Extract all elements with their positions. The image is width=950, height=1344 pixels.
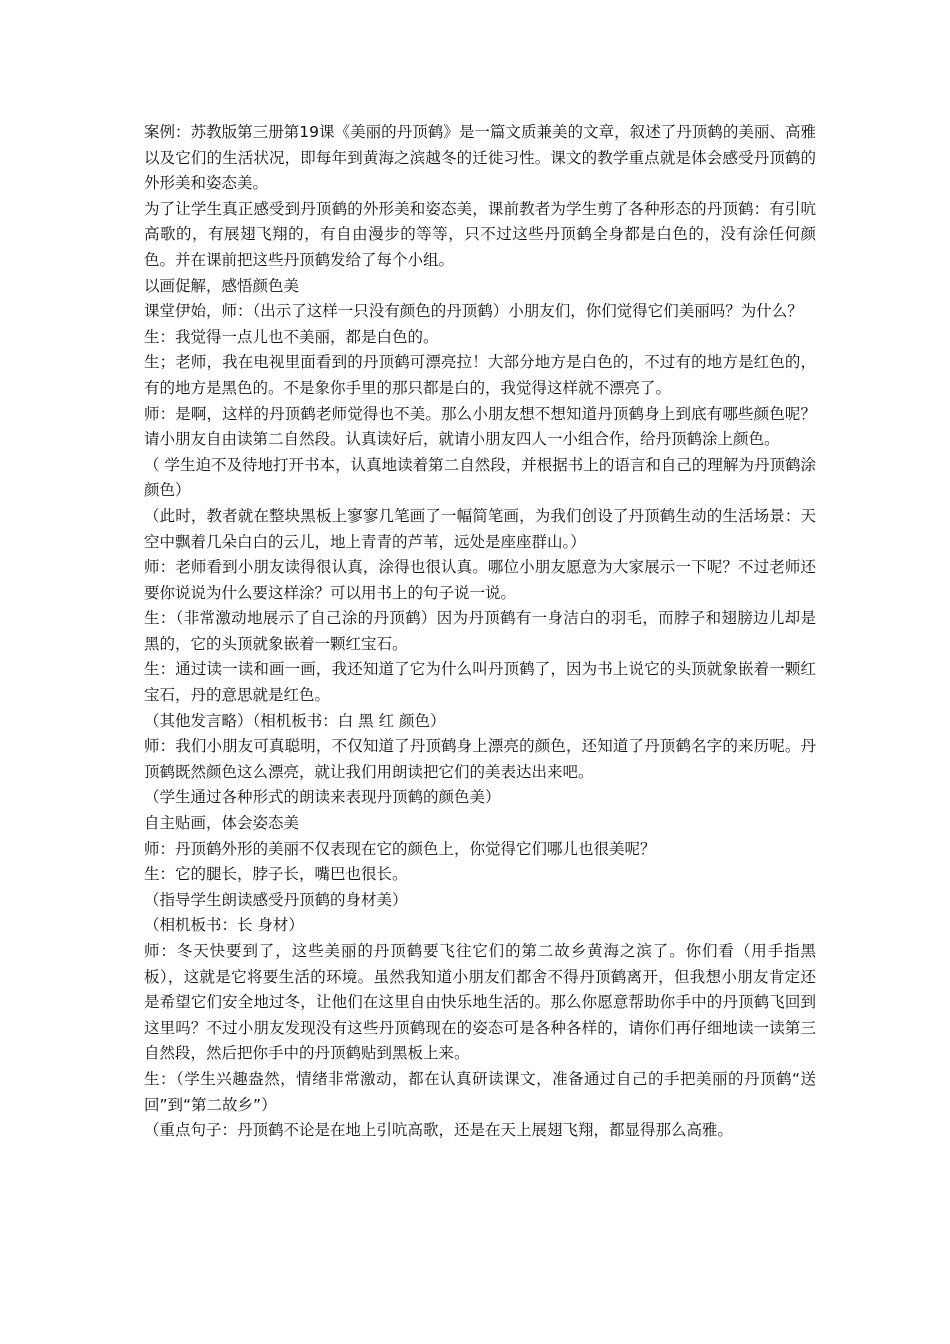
paragraph: 生：我觉得一点儿也不美丽，都是白色的。: [144, 327, 439, 346]
paragraph: （此时，教者就在整块黑板上寥寥几笔画了一幅简笔画，为我们创设了丹顶鹤生动的生活场景：天空中飘着几朵白白的云儿，地上青青的芦苇，远处是座座群山。）: [144, 506, 816, 551]
paragraph: （相机板书：长 身材）: [144, 916, 304, 935]
paragraph: （其他发言略）（相机板书：白 黑 红 颜色）: [144, 711, 446, 730]
paragraph: （ 学生迫不及待地打开书本，认真地读着第二自然段，并根据书上的语言和自己的理解为丹顶鹤涂颜色）: [144, 455, 816, 500]
paragraph: 师：我们小朋友可真聪明，不仅知道了丹顶鹤身上漂亮的颜色，还知道了丹顶鹤名字的来历呢。丹顶鹤既然颜色这么漂亮，就让我们用朗读把它们的美表达出来吧。: [144, 737, 816, 781]
paragraph: 生：（非常激动地展示了自己涂的丹顶鹤）因为丹顶鹤有一身洁白的羽毛，而脖子和翅膀边儿却是黑的，它的头顶就象嵌着一颗红宝石。: [144, 609, 816, 653]
section-heading: 自主贴画，体会姿态美: [144, 814, 300, 833]
document-page: [144, 120, 816, 1144]
section-heading: 以画促解，感悟颜色美: [144, 276, 300, 295]
paragraph: 生：通过读一读和画一画，我还知道了它为什么叫丹顶鹤了，因为书上说它的头顶就象嵌着一颗红宝石，丹的意思就是红色。: [144, 660, 816, 705]
paragraph: 为了让学生真正感受到丹顶鹤的外形美和姿态美，课前教者为学生剪了各种形态的丹顶鹤：有引吭高歌的，有展翅飞翔的，有自由漫步的等等，只不过这些丹顶鹤全身都是白色的，没有涂任何颜色。并在课前把这些丹顶鹤发给了每个小组。: [144, 199, 816, 269]
paragraph: 师：冬天快要到了，这些美丽的丹顶鹤要飞往它们的第二故乡黄海之滨了。你们看（用手指黑板），这就是它将要生活的环境。虽然我知道小朋友们都舍不得丹顶鹤离开，但我想小朋友肯定还是希望它们安全地过冬，让他们在这里自由快乐地生活的。那么你愿意帮助你手中的丹顶鹤飞回到这里吗？不过小朋友发现没有这些丹顶鹤现在的姿态可是各种各样的，请你们再仔细地读一读第三自然段，然后把你手中的丹顶鹤贴到黑板上来。: [144, 942, 816, 1063]
paragraph: 案例：苏教版第三册第19课《美丽的丹顶鹤》是一篇文质兼美的文章，叙述了丹顶鹤的美丽、高雅以及它们的生活状况，即每年到黄海之滨越冬的迁徙习性。课文的教学重点就是体会感受丹顶鹤的外形美和姿态美。: [144, 123, 816, 193]
paragraph: 生：它的腿长，脖子长，嘴巴也很长。: [144, 865, 408, 884]
paragraph: （学生通过各种形式的朗读来表现丹顶鹤的颜色美）: [144, 788, 501, 807]
paragraph: 生：（学生兴趣盎然，情绪非常激动，都在认真研读课文，准备通过自己的手把美丽的丹顶鹤“送回”到“第二故乡”）: [144, 1069, 816, 1114]
paragraph: （指导学生朗读感受丹顶鹤的身材美）: [144, 890, 408, 909]
paragraph: 课堂伊始，师：（出示了这样一只没有颜色的丹顶鹤）小朋友们，你们觉得它们美丽吗？为什么？: [144, 302, 803, 321]
paragraph: 师：丹顶鹤外形的美丽不仅表现在它的颜色上，你觉得它们哪儿也很美呢？: [144, 839, 656, 858]
paragraph: （重点句子：丹顶鹤不论是在地上引吭高歌，还是在天上展翅飞翔，都显得那么高雅。: [144, 1121, 734, 1140]
paragraph: 师：老师看到小朋友读得很认真，涂得也很认真。哪位小朋友愿意为大家展示一下呢？不过老师还要你说说为什么要这样涂？可以用书上的句子说一说。: [144, 558, 816, 602]
paragraph: 师：是啊，这样的丹顶鹤老师觉得也不美。那么小朋友想不想知道丹顶鹤身上到底有哪些颜色呢？请小朋友自由读第二自然段。认真读好后，就请小朋友四人一小组合作，给丹顶鹤涂上颜色。: [144, 404, 816, 449]
paragraph: 生；老师，我在电视里面看到的丹顶鹤可漂亮拉！大部分地方是白色的，不过有的地方是红色的，有的地方是黑色的。不是象你手里的那只都是白的，我觉得这样就不漂亮了。: [144, 353, 816, 397]
